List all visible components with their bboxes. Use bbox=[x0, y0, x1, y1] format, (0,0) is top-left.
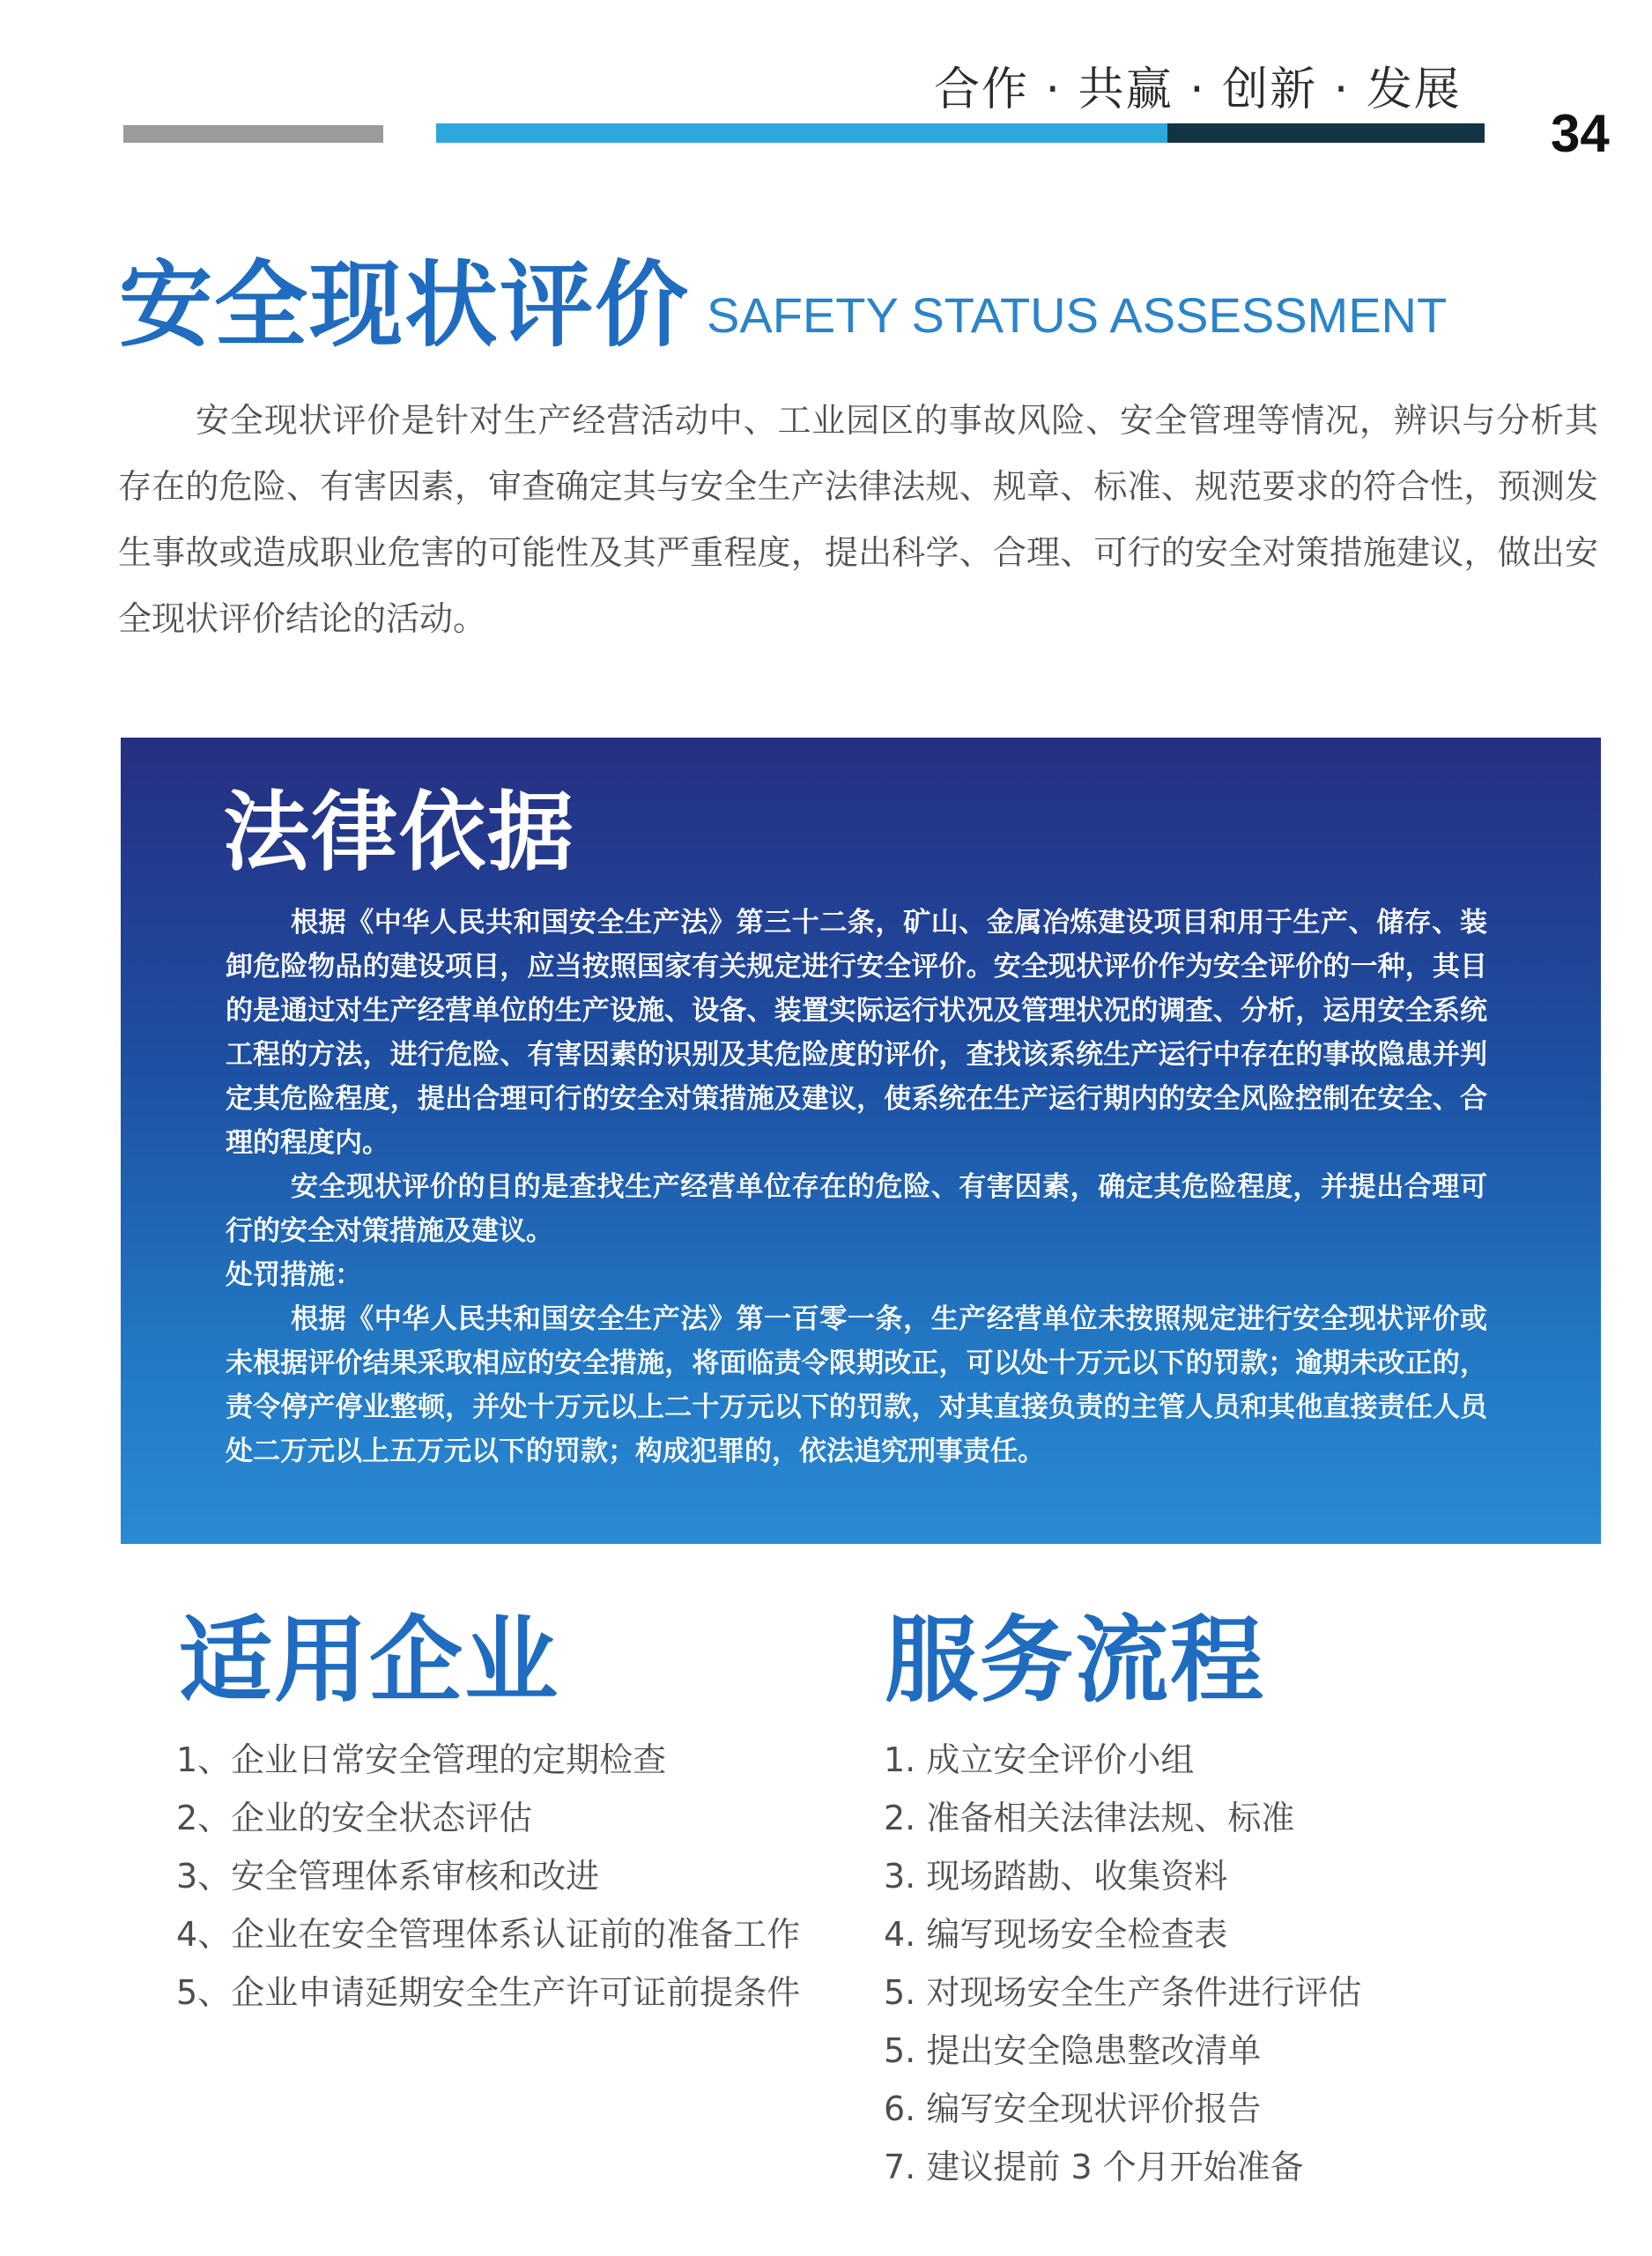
list-item: 3、安全管理体系审核和改进 bbox=[176, 1857, 600, 1896]
header-slogan: 合作 · 共赢 · 创新 · 发展 bbox=[934, 63, 1462, 116]
page-title: 安全现状评价 bbox=[119, 251, 690, 360]
list-item: 4、企业在安全管理体系认证前的准备工作 bbox=[176, 1915, 801, 1954]
header-bar-blue bbox=[436, 123, 1167, 143]
header-bar-dark bbox=[1167, 123, 1485, 143]
list-item: 5. 提出安全隐患整改清单 bbox=[884, 2031, 1262, 2070]
process-list bbox=[884, 1738, 1500, 2203]
legal-paragraph-3: 根据《中华人民共和国安全生产法》第一百零一条，生产经营单位未按照规定进行安全现状评价或未根据评价结果采取相应的安全措施，将面临责令限期改正，可以处十万元以下的罚款；逾期未改正的，责令停产停业整顿，并处十万元以上二十万元以下的罚款，对其直接负责的主管人员和其他直接责任人员处二万元以上五万元以下的罚款；构成犯罪的，依法追究刑事责任。 bbox=[226, 1303, 1487, 1467]
enterprise-list bbox=[176, 1738, 811, 2029]
list-item: 2. 准备相关法律法规、标准 bbox=[884, 1799, 1295, 1837]
legal-paragraph-1: 根据《中华人民共和国安全生产法》第三十二条，矿山、金属冶炼建设项目和用于生产、储存、装卸危险物品的建设项目，应当按照国家有关规定进行安全评价。安全现状评价作为安全评价的一种，其目的是通过对生产经营单位的生产设施、设备、装置实际运行状况及管理状况的调查、分析，运用安全系统工程的方法，进行危险、有害因素的识别及其危险度的评价，查找该系统生产运行中存在的事故隐患并判定其危险程度，提出合理可行的安全对策措施及建议，使系统在生产运行期内的安全风险控制在安全、合理的程度内。 bbox=[226, 907, 1487, 1159]
penalty-label: 处罚措施： bbox=[226, 1259, 362, 1291]
page-title-english: SAFETY STATUS ASSESSMENT bbox=[707, 287, 1448, 343]
list-item: 3. 现场踏勘、收集资料 bbox=[884, 1857, 1228, 1896]
list-item: 6. 编写安全现状评价报告 bbox=[884, 2089, 1262, 2128]
page-number: 34 bbox=[1551, 104, 1610, 163]
legal-paragraph-2: 安全现状评价的目的是查找生产经营单位存在的危险、有害因素，确定其危险程度，并提出合理可行的安全对策措施及建议。 bbox=[226, 1171, 1487, 1247]
list-item: 5. 对现场安全生产条件进行评估 bbox=[884, 1973, 1362, 2012]
intro-paragraph: 安全现状评价是针对生产经营活动中、工业园区的事故风险、安全管理等情况，辨识与分析其存在的危险、有害因素，审查确定其与安全生产法律法规、规章、标准、规范要求的符合性，预测发生事故或造成职业危害的可能性及其严重程度，提出科学、合理、可行的安全对策措施建议，做出安全现状评价结论的活动。 bbox=[118, 401, 1598, 638]
list-item: 7. 建议提前 3 个月开始准备 bbox=[884, 2148, 1304, 2186]
process-section-title: 服务流程 bbox=[885, 1607, 1265, 1715]
legal-basis-heading: 法律依据 bbox=[223, 783, 576, 883]
list-item: 2、企业的安全状态评估 bbox=[176, 1799, 533, 1837]
enterprise-section-title: 适用企业 bbox=[179, 1607, 559, 1715]
header-bar-gray bbox=[123, 125, 383, 143]
list-item: 5、企业申请延期安全生产许可证前提条件 bbox=[176, 1973, 801, 2012]
list-item: 1、企业日常安全管理的定期检查 bbox=[176, 1740, 667, 1779]
legal-basis-text bbox=[226, 901, 1487, 1473]
list-item: 4. 编写现场安全检查表 bbox=[884, 1915, 1228, 1954]
list-item: 1. 成立安全评价小组 bbox=[884, 1740, 1195, 1779]
